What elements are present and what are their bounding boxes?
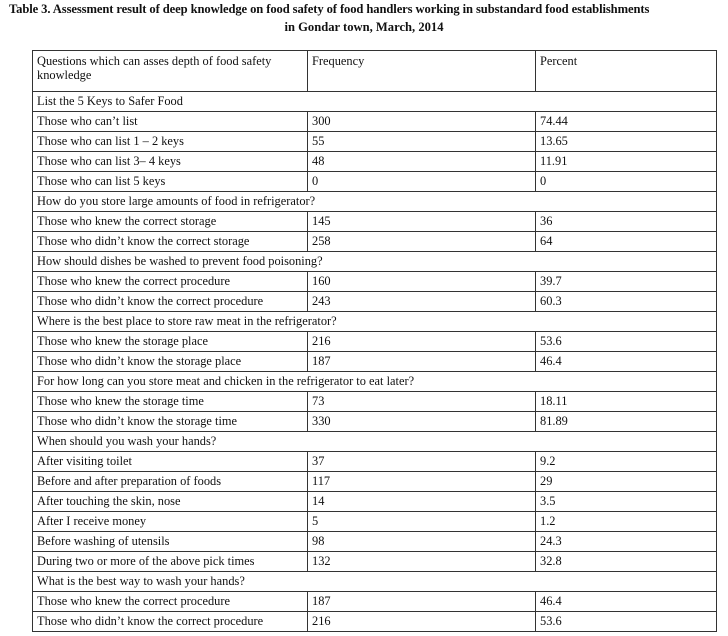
section-row (33, 92, 717, 112)
column-header-question: Questions which can asses depth of food safety knowledge (33, 51, 308, 92)
table-row (33, 172, 717, 192)
table-row (33, 132, 717, 152)
section-row (33, 312, 717, 332)
row-label: Before and after preparation of foods (33, 472, 308, 492)
row-frequency: 243 (308, 292, 536, 312)
table-row (33, 232, 717, 252)
table-row (33, 452, 717, 472)
row-percent: 11.91 (536, 152, 717, 172)
row-label: Those who can list 1 – 2 keys (33, 132, 308, 152)
table-row (33, 492, 717, 512)
row-percent: 36 (536, 212, 717, 232)
section-title: How do you store large amounts of food in refrigerator? (33, 192, 717, 212)
table-row (33, 612, 717, 632)
row-frequency: 14 (308, 492, 536, 512)
table-row (33, 552, 717, 572)
row-label: Those who didn’t know the correct procedure (33, 612, 308, 632)
row-label: Those who knew the correct procedure (33, 272, 308, 292)
row-label: Those who didn’t know the correct storage (33, 232, 308, 252)
section-row (33, 372, 717, 392)
section-row (33, 432, 717, 452)
table-row (33, 152, 717, 172)
row-percent: 53.6 (536, 612, 717, 632)
table-row (33, 532, 717, 552)
row-label: Those who can list 3– 4 keys (33, 152, 308, 172)
table-row (33, 352, 717, 372)
row-percent: 39.7 (536, 272, 717, 292)
table-row (33, 472, 717, 492)
row-frequency: 187 (308, 352, 536, 372)
row-label: Those who knew the correct storage (33, 212, 308, 232)
row-frequency: 216 (308, 612, 536, 632)
column-header-frequency: Frequency (308, 51, 536, 92)
row-label: During two or more of the above pick times (33, 552, 308, 572)
table-body (33, 51, 717, 632)
section-title: How should dishes be washed to prevent food poisoning? (33, 252, 717, 272)
table-row (33, 332, 717, 352)
table-caption (0, 0, 728, 36)
column-header-percent: Percent (536, 51, 717, 92)
row-frequency: 5 (308, 512, 536, 532)
row-percent: 1.2 (536, 512, 717, 532)
row-label: Those who didn’t know the storage place (33, 352, 308, 372)
row-label: Those who knew the storage place (33, 332, 308, 352)
table-row (33, 392, 717, 412)
row-label: Those who knew the storage time (33, 392, 308, 412)
row-label: Those who can’t list (33, 112, 308, 132)
row-percent: 18.11 (536, 392, 717, 412)
row-frequency: 73 (308, 392, 536, 412)
section-title: When should you wash your hands? (33, 432, 717, 452)
table-header-row (33, 51, 717, 92)
assessment-table (32, 50, 717, 632)
section-row (33, 192, 717, 212)
row-label: Before washing of utensils (33, 532, 308, 552)
row-percent: 9.2 (536, 452, 717, 472)
row-percent: 60.3 (536, 292, 717, 312)
row-percent: 32.8 (536, 552, 717, 572)
row-percent: 64 (536, 232, 717, 252)
table-row (33, 592, 717, 612)
row-frequency: 160 (308, 272, 536, 292)
row-percent: 46.4 (536, 592, 717, 612)
section-title: What is the best way to wash your hands? (33, 572, 717, 592)
row-frequency: 258 (308, 232, 536, 252)
row-percent: 46.4 (536, 352, 717, 372)
row-frequency: 145 (308, 212, 536, 232)
table-row (33, 212, 717, 232)
section-title: Where is the best place to store raw meat in the refrigerator? (33, 312, 717, 332)
caption-line-2: in Gondar town, March, 2014 (284, 20, 444, 34)
table-row (33, 292, 717, 312)
section-title: List the 5 Keys to Safer Food (33, 92, 717, 112)
row-label: Those who didn’t know the storage time (33, 412, 308, 432)
row-label: After I receive money (33, 512, 308, 532)
row-frequency: 187 (308, 592, 536, 612)
row-frequency: 117 (308, 472, 536, 492)
row-percent: 29 (536, 472, 717, 492)
table-row (33, 112, 717, 132)
section-row (33, 252, 717, 272)
row-percent: 24.3 (536, 532, 717, 552)
row-label: Those who didn’t know the correct procedure (33, 292, 308, 312)
row-label: Those who knew the correct procedure (33, 592, 308, 612)
row-label: After visiting toilet (33, 452, 308, 472)
row-frequency: 48 (308, 152, 536, 172)
row-frequency: 98 (308, 532, 536, 552)
row-percent: 74.44 (536, 112, 717, 132)
row-percent: 13.65 (536, 132, 717, 152)
row-frequency: 37 (308, 452, 536, 472)
row-label: After touching the skin, nose (33, 492, 308, 512)
row-frequency: 132 (308, 552, 536, 572)
table-row (33, 412, 717, 432)
row-frequency: 216 (308, 332, 536, 352)
row-label: Those who can list 5 keys (33, 172, 308, 192)
section-row (33, 572, 717, 592)
section-title: For how long can you store meat and chicken in the refrigerator to eat later? (33, 372, 717, 392)
row-percent: 53.6 (536, 332, 717, 352)
row-frequency: 55 (308, 132, 536, 152)
row-frequency: 330 (308, 412, 536, 432)
row-frequency: 300 (308, 112, 536, 132)
caption-line-1: Table 3. Assessment result of deep knowledge on food safety of food handlers working in substandard food establishments (9, 2, 650, 16)
row-percent: 3.5 (536, 492, 717, 512)
row-percent: 0 (536, 172, 717, 192)
row-percent: 81.89 (536, 412, 717, 432)
row-frequency: 0 (308, 172, 536, 192)
table-row (33, 272, 717, 292)
table-row (33, 512, 717, 532)
